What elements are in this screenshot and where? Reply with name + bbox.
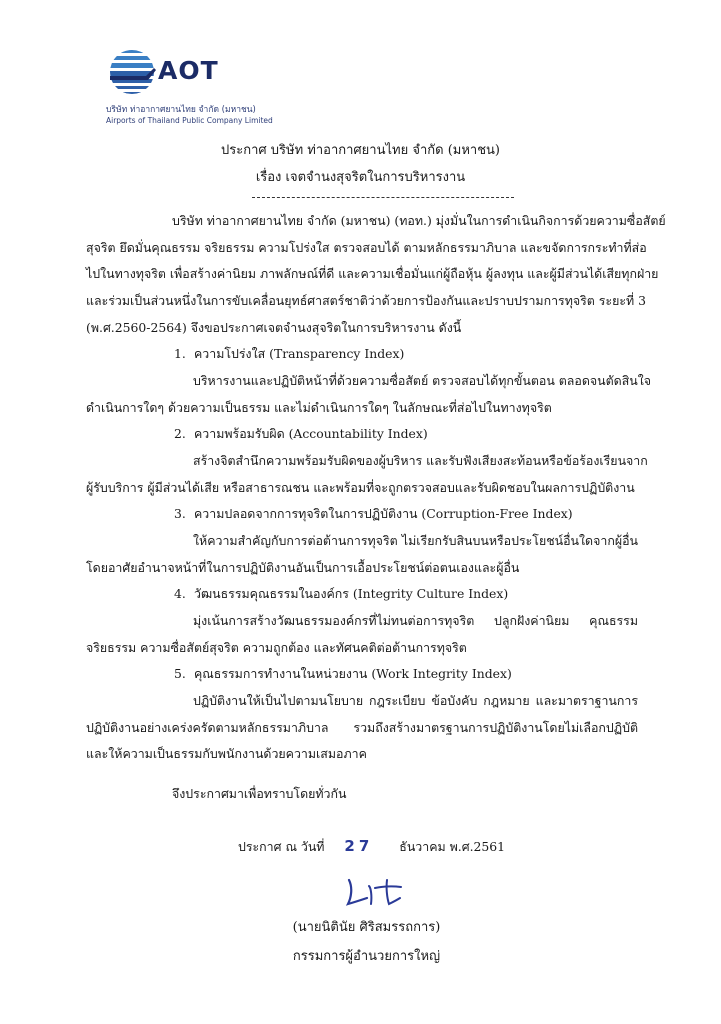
item-5-line: ปฏิบัติงานให้เป็นไปตามนโยบาย กฎระเบียบ ข้อบังคับ กฎหมาย และมาตราฐานการ <box>193 693 638 708</box>
intro-line: (พ.ศ.2560-2564) จึงขอประกาศเจตจำนงสุจริตในการบริหารงาน ดังนี้ <box>86 320 462 335</box>
item-3-line: โดยอาศัยอำนาจหน้าที่ในการปฏิบัติงานอันเป็นการเอื้อประโยชน์ต่อตนเองและผู้อื่น <box>86 560 520 575</box>
intro-line: และร่วมเป็นส่วนหนึ่งในการขับเคลื่อนยุทธ์ศาสตร์ชาติว่าด้วยการป้องกันและปราบปรามการทุจริต ระยะที่ 3 <box>86 293 646 308</box>
item-2-title: 2. ความพร้อมรับผิด (Accountability Index) <box>174 426 428 441</box>
date-day-handwritten: 27 <box>344 837 374 855</box>
item-5-title: 5. คุณธรรมการทำงานในหน่วยงาน (Work Integrity Index) <box>174 666 512 681</box>
item-1-line: ดำเนินการใดๆ ด้วยความเป็นธรรม และไม่ดำเนินการใดๆ ในลักษณะที่ส่อไปในทางทุจริต <box>86 400 552 415</box>
item-3-line: ให้ความสำคัญกับการต่อต้านการทุจริต ไม่เรียกรับสินบนหรือประโยชน์อื่นใดจากผู้อื่น <box>193 533 638 548</box>
signatory-name: (นายนิตินัย ศิริสมรรถการ) <box>292 920 441 935</box>
item-4-line: มุ่งเน้นการสร้างวัฒนธรรมองค์กรที่ไม่ทนต่อการทุจริต ปลูกฝังค่านิยม คุณธรรม <box>193 613 638 628</box>
item-5-line: ปฏิบัติงานอย่างเคร่งครัดตามหลักธรรมาภิบาล รวมถึงสร้างมาตรฐานการปฏิบัติงานโดยไม่เลือกปฏิบัติ <box>86 720 638 735</box>
intro-line: บริษัท ท่าอากาศยานไทย จำกัด (มหาชน) (ทอท.) มุ่งมั่นในการดำเนินกิจการด้วยความซื่อสัตย์ <box>172 213 666 228</box>
item-2-line: สร้างจิตสำนึกความพร้อมรับผิดของผู้บริหาร และรับฟังเสียงสะท้อนหรือข้อร้องเรียนจาก <box>193 453 648 468</box>
logo-english-name: Airports of Thailand Public Company Limited <box>106 116 273 125</box>
aot-globe-logo-icon <box>106 46 158 98</box>
item-1-title: 1. ความโปร่งใส (Transparency Index) <box>174 346 405 361</box>
item-1-line: บริหารงานและปฏิบัติหน้าที่ด้วยความซื่อสัตย์ ตรวจสอบได้ทุกขั้นตอน ตลอดจนตัดสินใจ <box>193 373 652 388</box>
item-5-line: และให้ความเป็นธรรมกับพนักงานด้วยความเสมอภาค <box>86 746 367 761</box>
logo-thai-name: บริษัท ท่าอากาศยานไทย จำกัด (มหาชน) <box>106 105 256 115</box>
aot-logo <box>106 46 306 130</box>
announcement-subject: เรื่อง เจตจำนงสุจริตในการบริหารงาน <box>255 170 466 185</box>
announcement-date <box>238 838 505 855</box>
item-2-line: ผู้รับบริการ ผู้มีส่วนได้เสีย หรือสาธารณชน และพร้อมที่จะถูกตรวจสอบและรับผิดชอบในผลการปฏิบัติงาน <box>86 480 635 495</box>
item-4-line: จริยธรรม ความซื่อสัตย์สุจริต ความถูกต้อง และทัศนคติต่อต้านการทุจริต <box>86 640 467 655</box>
header-divider <box>252 197 514 198</box>
logo-wordmark: AOT <box>158 56 219 85</box>
date-prefix: ประกาศ ณ วันที่ <box>238 839 325 854</box>
intro-line: สุจริต ยึดมั่นคุณธรรม จริยธรรม ความโปร่งใส ตรวจสอบได้ ตามหลักธรรมาภิบาล และขจัดการกระทำที่ส่อ <box>86 240 647 255</box>
date-month-year: ธันวาคม พ.ศ.2561 <box>399 839 506 854</box>
intro-line: ไปในทางทุจริต เพื่อสร้างค่านิยม ภาพลักษณ์ที่ดี และความเชื่อมั่นแก่ผู้ถือหุ้น ผู้ลงทุน และผู้มีส่วนได้เสียทุกฝ่าย <box>86 266 659 281</box>
item-4-title: 4. วัฒนธรรมคุณธรรมในองค์กร (Integrity Culture Index) <box>174 586 509 601</box>
signature-mark <box>345 876 405 910</box>
announcement-title: ประกาศ บริษัท ท่าอากาศยานไทย จำกัด (มหาชน) <box>221 143 500 158</box>
item-3-title: 3. ความปลอดจากการทุจริตในการปฏิบัติงาน (Corruption-Free Index) <box>174 506 573 521</box>
closing-statement: จึงประกาศมาเพื่อทราบโดยทั่วกัน <box>172 786 347 801</box>
signatory-position: กรรมการผู้อำนวยการใหญ่ <box>292 949 441 964</box>
